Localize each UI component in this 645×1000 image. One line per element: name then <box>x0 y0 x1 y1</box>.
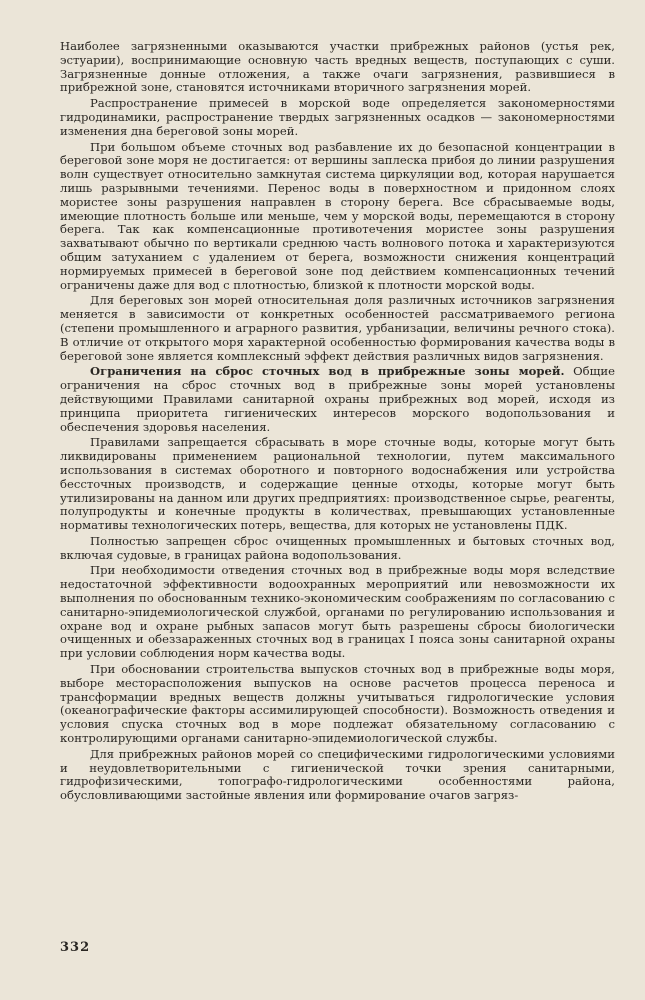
paragraph-10: Для прибрежных районов морей со специфическими гидрологическими условиями и неудовлетворительными с гигиенической точки зрения санитарными, гидрофизическими, топографо-гидрологическими особенностями района, обусловливающими застойные явления или формирование очагов загряз- <box>60 746 615 803</box>
paragraph-7: Полностью запрещен сброс очищенных промышленных и бытовых сточных вод, включая судовые, в границах района водопользования. <box>60 533 615 562</box>
paragraph-2: Распространение примесей в морской воде определяется закономерностями гидродинамики, распространение твердых загрязненных осадков — закономерностями изменения дна береговой зоны морей. <box>60 96 615 138</box>
paragraph-3: При большом объеме сточных вод разбавление их до безопасной концентрации в береговой зоне моря не достигается: от вершины заплеска прибоя до линии разрушения волн существует относительно замкнутая система циркуляции вод, которая нарушается лишь разрывными течениями. Перенос воды в поверхностном и придонном слоях мористее зоны разрушения направлен в сторону берега. Все сбрасываемые воды, имеющие плотность больше или меньше, чем у морской воды, перемещаются в сторону берега. Так как компенсационные противотечения мористее зоны разрушения захватывают обычно по вертикали среднюю часть волнового потока и характеризуются общим затуханием с удалением от берега, возможности снижения концентраций нормируемых примесей в береговой зоне под действием компенсационных течений ограничены даже для вод с плотностью, близкой к плотности морской воды. <box>60 139 615 292</box>
paragraph-6: Правилами запрещается сбрасывать в море сточные воды, которые могут быть ликвидированы применением рациональной технологии, путем максимального использования в системах оборотного и повторного водоснабжения или устройства бессточных производств, и содержащие ценные отходы, которые могут быть утилизированы на данном или других предприятиях: производственное сырье, реагенты, полупродукты и конечные продукты в количествах, превышающих установленные нормативы технологических потерь, вещества, для которых не установлены ПДК. <box>60 435 615 533</box>
paragraph-5-text: Общие ограничения на сброс сточных вод в прибрежные зоны морей установлены действующими Правилами санитарной охраны прибрежных вод морей, исходя из принципа приоритета гигиенических интересов морского водопользования и обеспечения здоровья населения. <box>60 364 616 434</box>
page-number: 332 <box>60 940 91 955</box>
paragraph-5 <box>60 365 615 434</box>
paragraph-9: При обосновании строительства выпусков сточных вод в прибрежные воды моря, выборе месторасположения выпусков на основе расчетов процесса переноса и трансформации вредных веществ должны учитываться гидрологические условия (океанографические факторы ассимилирующей способности). Возможность отведения и условия спуска сточных вод в море подлежат обязательному согласованию с контролирующими органами санитарно-эпидемиологической службы. <box>60 662 615 746</box>
paragraph-1: Наиболее загрязненными оказываются участки прибрежных районов (устья рек, эстуарии), воспринимающие основную часть вредных веществ, поступающих с суши. Загрязненные донные отложения, а также очаги загрязнения, развившиеся в прибрежной зоне, становятся источниками вторичного загрязнения морей. <box>60 39 615 95</box>
paragraph-4: Для береговых зон морей относительная доля различных источников загрязнения меняется в зависимости от конкретных особенностей рассматриваемого региона (степени промышленного и аграрного развития, урбанизации, величины речного стока). В отличие от открытого моря характерной особенностью формирования качества воды в береговой зоне является комплексный эффект действия различных видов загрязнения. <box>60 293 615 363</box>
section-heading: Ограничения на сброс сточных вод в прибрежные зоны морей. <box>90 364 565 379</box>
paragraph-8: При необходимости отведения сточных вод в прибрежные воды моря вследствие недостаточной эффективности водоохранных мероприятий или невозможности их выполнения по обоснованным технико-экономическим соображениям по согласованию с санитарно-эпидемиологической службой, органами по регулированию использования и охране вод и охране рыбных запасов могут быть разрешены сбросы биологически очищенных и обеззараженных сточных вод в границах I пояса зоны санитарной охраны при условии соблюдения норм качества воды. <box>60 563 615 661</box>
